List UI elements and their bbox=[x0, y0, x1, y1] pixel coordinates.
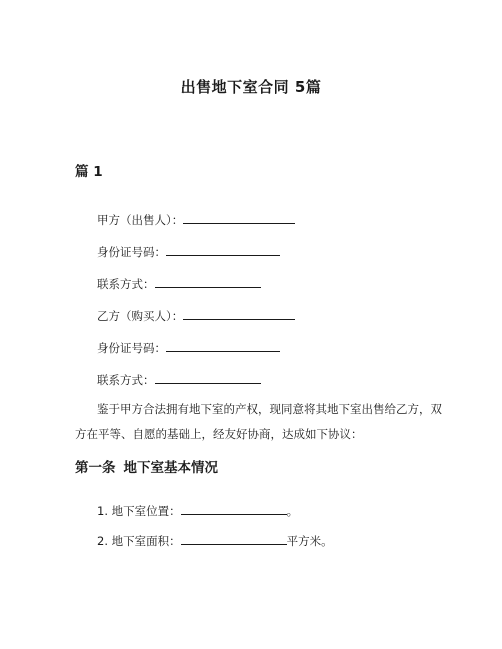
item-label: 地下室位置： bbox=[111, 504, 181, 518]
buyer-name-label: 乙方（购买人）： bbox=[97, 309, 184, 323]
article-title: 地下室基本情况 bbox=[123, 460, 218, 476]
seller-contact-label: 联系方式： bbox=[97, 277, 155, 291]
document-title: 出售地下室合同 5篇 bbox=[180, 78, 322, 96]
area-blank bbox=[181, 532, 287, 545]
preamble-paragraph: 鉴于甲方合法拥有地下室的产权，现同意将其地下室出售给乙方，双方在平等、自愿的基础上，经友好协商，达成如下协议： bbox=[75, 402, 442, 441]
buyer-name-blank bbox=[183, 307, 295, 320]
seller-id-blank bbox=[166, 243, 280, 256]
seller-id-line bbox=[97, 243, 280, 260]
article-item bbox=[97, 532, 333, 549]
section-heading: 篇 1 bbox=[75, 164, 103, 180]
buyer-contact-label: 联系方式： bbox=[97, 373, 155, 387]
seller-contact-blank bbox=[155, 275, 261, 288]
item-suffix: 。 bbox=[286, 504, 299, 518]
buyer-id-label: 身份证号码： bbox=[97, 341, 166, 355]
item-suffix: 平方米。 bbox=[286, 534, 333, 548]
seller-name-label: 甲方（出售人）： bbox=[97, 213, 184, 227]
article-item bbox=[97, 502, 298, 519]
buyer-name-line bbox=[97, 307, 295, 324]
buyer-id-blank bbox=[166, 339, 280, 352]
buyer-contact-line bbox=[97, 371, 261, 388]
buyer-contact-blank bbox=[155, 371, 261, 384]
seller-name-blank bbox=[183, 211, 295, 224]
article-heading bbox=[75, 456, 218, 476]
location-blank bbox=[181, 502, 287, 515]
article-number: 第一条 bbox=[75, 460, 116, 476]
seller-name-line bbox=[97, 211, 295, 228]
item-number: 2. bbox=[97, 534, 108, 548]
seller-id-label: 身份证号码： bbox=[97, 245, 166, 259]
item-number: 1. bbox=[97, 504, 108, 518]
item-label: 地下室面积： bbox=[111, 534, 181, 548]
buyer-id-line bbox=[97, 339, 280, 356]
seller-contact-line bbox=[97, 275, 261, 292]
